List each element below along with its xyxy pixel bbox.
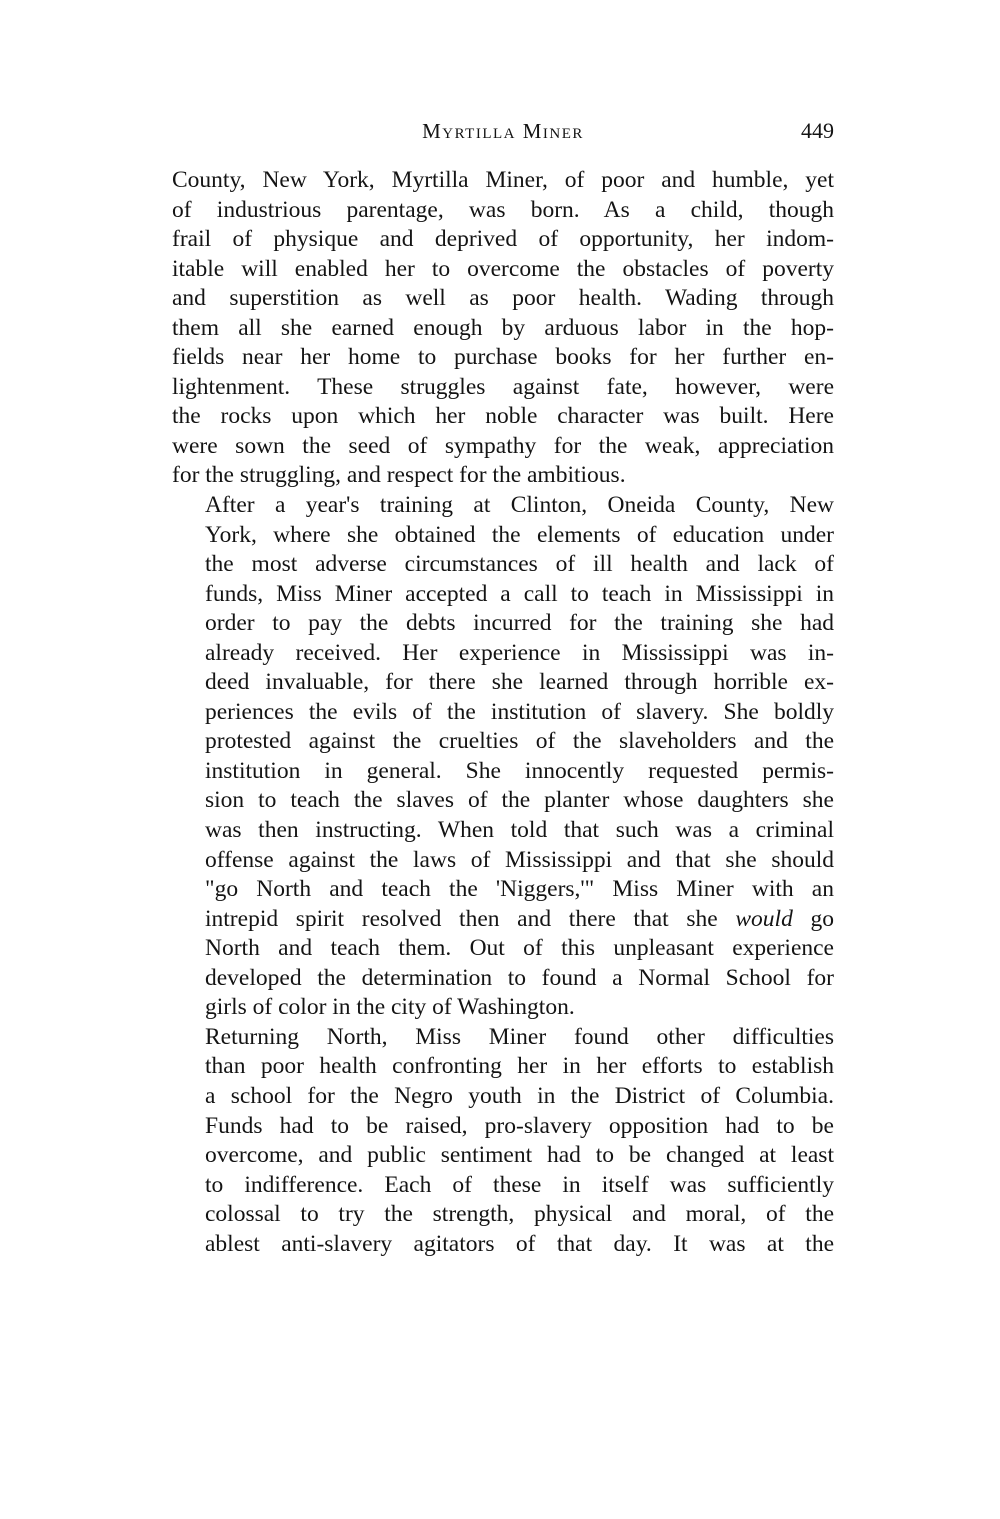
running-title: Myrtilla Miner <box>422 119 584 143</box>
text-line: fields near her home to purchase books for her further en- <box>172 344 834 371</box>
text-line: offense against the laws of Mississippi and that she should <box>205 846 834 873</box>
text-line: North and teach them. Out of this unpleasant experience <box>205 935 834 962</box>
page-number: 449 <box>801 118 834 143</box>
text-fragment: intrepid spirit resolved then and there that she <box>205 905 736 932</box>
italic-word: would <box>735 905 793 932</box>
text-line: After a year's training at Clinton, Oneida County, New <box>205 492 834 519</box>
text-line: than poor health confronting her in her efforts to establish <box>205 1053 834 1080</box>
text-line: sion to teach the slaves of the planter whose daughters she <box>205 787 834 814</box>
text-line: protested against the cruelties of the slaveholders and the <box>205 728 834 755</box>
text-line-with-italic <box>172 905 834 935</box>
text-line: developed the determination to found a Normal School for <box>205 964 834 991</box>
text-line: overcome, and public sentiment had to be changed at least <box>205 1142 834 1169</box>
text-line: frail of physique and deprived of opportunity, her indom- <box>172 226 834 253</box>
text-line: York, where she obtained the elements of education under <box>205 521 834 548</box>
text-line: colossal to try the strength, physical and moral, of the <box>205 1201 834 1228</box>
paragraph-2 <box>172 491 834 1023</box>
text-line: was then instructing. When told that such was a criminal <box>205 817 834 844</box>
text-line: the most adverse circumstances of ill health and lack of <box>205 551 834 578</box>
text-line: "go North and teach the 'Niggers,'" Miss Miner with an <box>205 876 834 903</box>
text-line: to indifference. Each of these in itself was sufficiently <box>205 1171 834 1198</box>
text-line: County, New York, Myrtilla Miner, of poor and humble, yet <box>172 167 834 193</box>
text-line: and superstition as well as poor health. Wading through <box>172 285 834 312</box>
text-line: periences the evils of the institution of slavery. She boldly <box>205 698 834 725</box>
text-line: itable will enabled her to overcome the obstacles of poverty <box>172 255 834 282</box>
text-line: already received. Her experience in Mississippi was in- <box>205 639 834 666</box>
text-line: Returning North, Miss Miner found other difficulties <box>205 1023 834 1050</box>
text-line: a school for the Negro youth in the District of Columbia. <box>205 1082 834 1109</box>
text-line: of industrious parentage, was born. As a child, though <box>172 196 834 223</box>
text-line: lightenment. These struggles against fate, however, were <box>172 373 834 400</box>
paragraph-3 <box>172 1023 834 1259</box>
text-fragment: go <box>792 905 835 932</box>
text-line: them all she earned enough by arduous labor in the hop- <box>172 314 834 341</box>
text-line: were sown the seed of sympathy for the weak, appreciation <box>172 432 834 459</box>
text-line: for the struggling, and respect for the ambitious. <box>172 462 626 489</box>
text-line: girls of color in the city of Washington. <box>205 994 575 1021</box>
text-line: Funds had to be raised, pro-slavery opposition had to be <box>205 1112 834 1139</box>
text-line: ablest anti-slavery agitators of that day. It was at the <box>205 1230 834 1257</box>
text-line: institution in general. She innocently requested permis- <box>205 757 834 784</box>
running-head <box>172 116 834 146</box>
paragraph-1 <box>172 166 834 491</box>
text-line: the rocks upon which her noble character was built. Here <box>172 403 834 430</box>
text-line: deed invaluable, for there she learned through horrible ex- <box>205 669 834 696</box>
text-line: funds, Miss Miner accepted a call to teach in Mississippi in <box>205 580 834 607</box>
text-line: order to pay the debts incurred for the training she had <box>205 610 834 637</box>
body-text <box>172 166 834 1259</box>
